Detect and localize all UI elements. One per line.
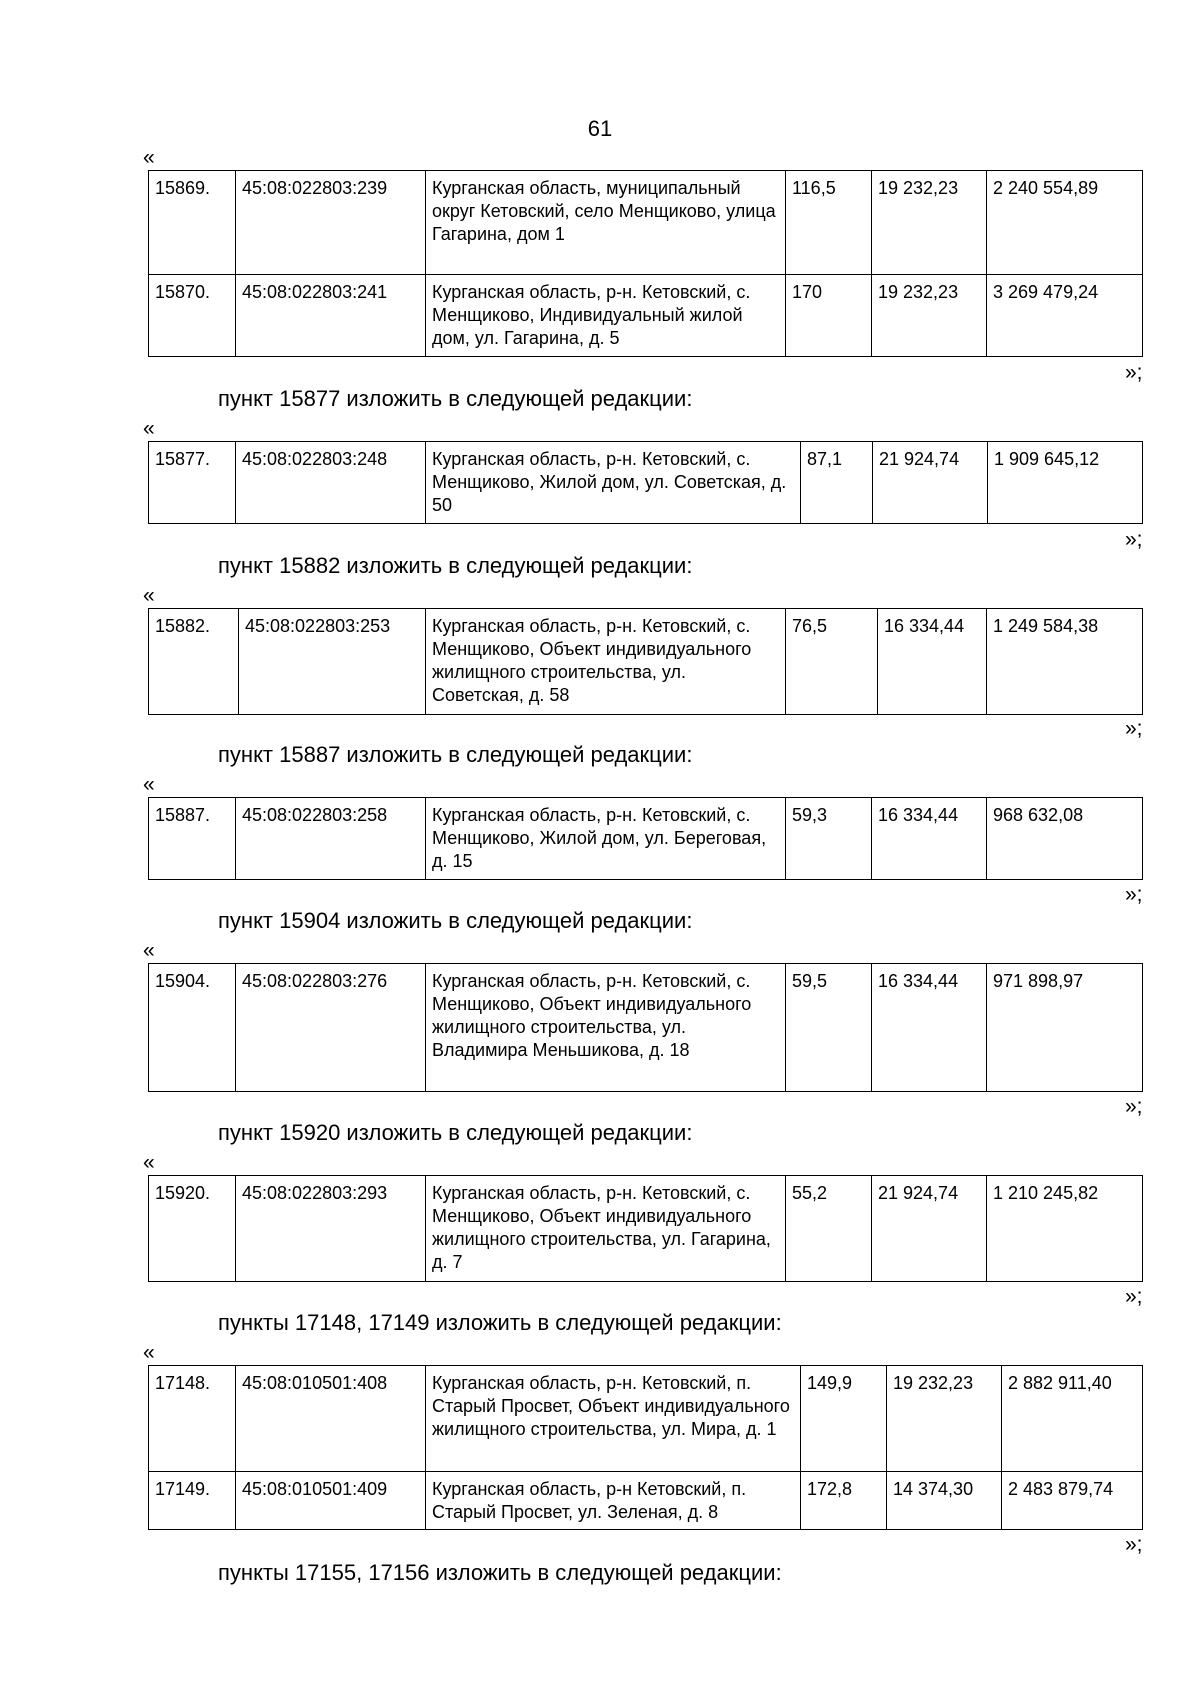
rate: 19 232,23 [887, 1366, 1002, 1472]
close-quote: »; [1125, 361, 1143, 384]
row-number: 15887. [149, 798, 236, 880]
cadastral-value: 968 632,08 [987, 798, 1143, 880]
row-number: 15869. [149, 171, 236, 275]
close-quote: »; [1125, 883, 1143, 906]
cadastral-value: 971 898,97 [987, 964, 1143, 1092]
rate: 21 924,74 [872, 1176, 987, 1282]
area: 149,9 [801, 1366, 887, 1472]
property-table [148, 608, 1143, 715]
property-table [148, 1175, 1143, 1282]
close-quote: »; [1125, 1533, 1143, 1556]
area: 55,2 [786, 1176, 872, 1282]
cadastral-value: 3 269 479,24 [987, 275, 1143, 357]
section-heading: пункт 15877 изложить в следующей редакции: [218, 386, 693, 411]
open-quote: « [143, 146, 155, 169]
table-row [149, 609, 1143, 715]
area: 59,3 [786, 798, 872, 880]
section-heading: пункт 15887 изложить в следующей редакции: [218, 742, 693, 767]
rate: 19 232,23 [872, 275, 987, 357]
address: Курганская область, р-н. Кетовский, с. Менщиково, Объект индивидуального жилищного строительства, ул. Владимира Меньшикова, д. 18 [426, 964, 786, 1092]
property-table [148, 797, 1143, 880]
address: Курганская область, р-н. Кетовский, с. Менщиково, Объект индивидуального жилищного строительства, ул. Гагарина, д. 7 [426, 1176, 786, 1282]
close-quote: »; [1125, 1285, 1143, 1308]
table-row [149, 798, 1143, 880]
rate: 16 334,44 [872, 798, 987, 880]
close-quote: »; [1125, 717, 1143, 740]
row-number: 17149. [149, 1472, 236, 1530]
cadastral-number: 45:08:010501:408 [236, 1366, 426, 1472]
close-quote: »; [1125, 528, 1143, 551]
table-row [149, 442, 1143, 524]
open-quote: « [143, 1341, 155, 1364]
table-row [149, 275, 1143, 357]
property-table [148, 441, 1143, 524]
area: 116,5 [786, 171, 872, 275]
cadastral-number: 45:08:022803:241 [236, 275, 426, 357]
cadastral-number: 45:08:022803:276 [236, 964, 426, 1092]
table-row [149, 1366, 1143, 1472]
open-quote: « [143, 584, 155, 607]
address: Курганская область, р-н. Кетовский, п. Старый Просвет, Объект индивидуального жилищного строительства, ул. Мира, д. 1 [426, 1366, 801, 1472]
row-number: 15920. [149, 1176, 236, 1282]
address: Курганская область, р-н. Кетовский, с. Менщиково, Объект индивидуального жилищного строительства, ул. Советская, д. 58 [426, 609, 786, 715]
area: 87,1 [801, 442, 873, 524]
area: 172,8 [801, 1472, 887, 1530]
address: Курганская область, р-н. Кетовский, с. Менщиково, Индивидуальный жилой дом, ул. Гагарина, д. 5 [426, 275, 786, 357]
section-heading: пункт 15904 изложить в следующей редакции: [218, 908, 693, 933]
open-quote: « [143, 417, 155, 440]
section-heading: пункты 17155, 17156 изложить в следующей редакции: [218, 1560, 782, 1585]
page-number: 61 [587, 116, 613, 141]
cadastral-number: 45:08:022803:293 [236, 1176, 426, 1282]
row-number: 15870. [149, 275, 236, 357]
section-heading: пункт 15882 изложить в следующей редакции: [218, 553, 693, 578]
row-number: 15882. [149, 609, 239, 715]
cadastral-number: 45:08:022803:239 [236, 171, 426, 275]
address: Курганская область, р-н. Кетовский, с. Менщиково, Жилой дом, ул. Береговая, д. 15 [426, 798, 786, 880]
table-row [149, 1176, 1143, 1282]
address: Курганская область, муниципальный округ Кетовский, село Менщиково, улица Гагарина, дом 1 [426, 171, 786, 275]
row-number: 15877. [149, 442, 236, 524]
cadastral-value: 1 249 584,38 [987, 609, 1143, 715]
close-quote: »; [1125, 1095, 1143, 1118]
cadastral-number: 45:08:022803:253 [239, 609, 426, 715]
rate: 19 232,23 [872, 171, 987, 275]
property-table [148, 170, 1143, 357]
area: 59,5 [786, 964, 872, 1092]
section-heading: пункт 15920 изложить в следующей редакции: [218, 1120, 693, 1145]
address: Курганская область, р-н Кетовский, п. Старый Просвет, ул. Зеленая, д. 8 [426, 1472, 801, 1530]
cadastral-value: 2 882 911,40 [1002, 1366, 1143, 1472]
rate: 21 924,74 [873, 442, 988, 524]
open-quote: « [143, 1151, 155, 1174]
rate: 14 374,30 [887, 1472, 1002, 1530]
cadastral-number: 45:08:010501:409 [236, 1472, 426, 1530]
cadastral-value: 2 483 879,74 [1002, 1472, 1143, 1530]
section-heading: пункты 17148, 17149 изложить в следующей редакции: [218, 1310, 782, 1335]
rate: 16 334,44 [872, 964, 987, 1092]
table-row [149, 1472, 1143, 1530]
area: 170 [786, 275, 872, 357]
cadastral-value: 1 210 245,82 [987, 1176, 1143, 1282]
rate: 16 334,44 [878, 609, 987, 715]
cadastral-number: 45:08:022803:258 [236, 798, 426, 880]
table-row [149, 964, 1143, 1092]
cadastral-number: 45:08:022803:248 [236, 442, 426, 524]
cadastral-value: 2 240 554,89 [987, 171, 1143, 275]
area: 76,5 [786, 609, 878, 715]
row-number: 15904. [149, 964, 236, 1092]
property-table [148, 963, 1143, 1092]
open-quote: « [143, 939, 155, 962]
address: Курганская область, р-н. Кетовский, с. Менщиково, Жилой дом, ул. Советская, д. 50 [426, 442, 801, 524]
open-quote: « [143, 773, 155, 796]
row-number: 17148. [149, 1366, 236, 1472]
cadastral-value: 1 909 645,12 [988, 442, 1143, 524]
table-row [149, 171, 1143, 275]
property-table [148, 1365, 1143, 1530]
